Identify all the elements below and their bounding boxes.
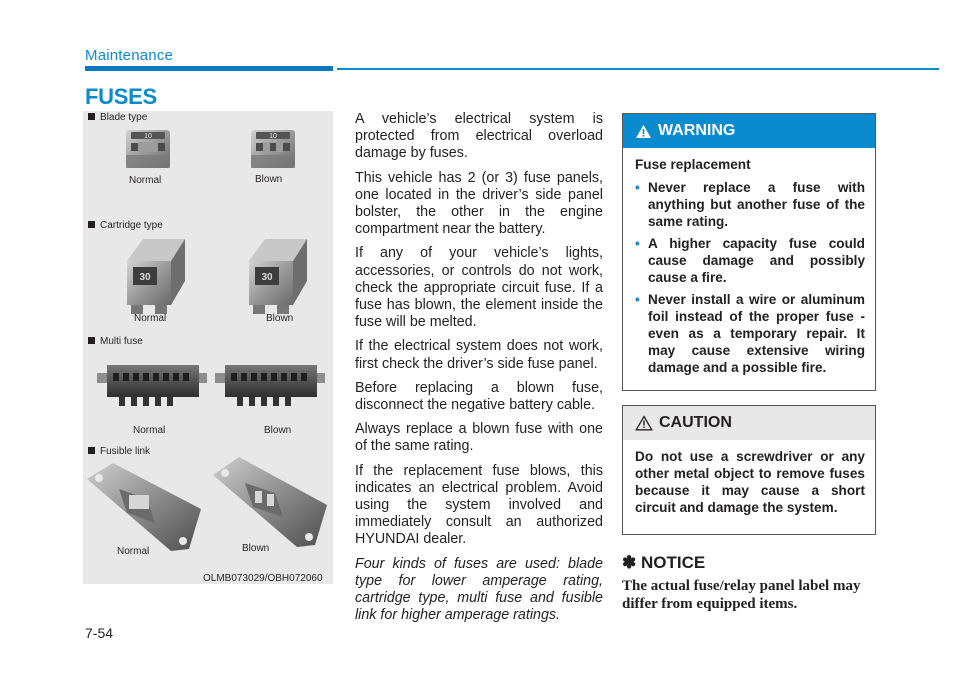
blade-fuse-normal-icon (126, 130, 170, 168)
blade-type-heading (88, 112, 147, 123)
warning-item-text: Never replace a fuse with anything but another fuse of the same rating. (648, 180, 865, 229)
svg-text:30: 30 (139, 272, 151, 283)
caution-title: CAUTION (659, 414, 732, 431)
page-title: FUSES (85, 84, 157, 109)
fusible-link-normal-icon (87, 463, 201, 551)
cartridge-type-heading (88, 220, 163, 231)
warning-list (635, 179, 865, 376)
warning-subtitle: Fuse replacement (635, 157, 751, 172)
body-paragraph: If the electrical system does not work, first check the driver’s side fuse panel. (355, 338, 603, 372)
square-bullet-icon (88, 337, 95, 344)
warning-item (635, 179, 865, 230)
body-paragraph: If any of your vehicle’s lights, accessories, or controls do not work, check the appropriate circuit fuse. If a fuse has blown, the element inside the fuse will be melted. (355, 245, 603, 331)
warning-triangle-icon (635, 124, 652, 139)
bullet-dot-icon: • (635, 236, 640, 251)
caution-text: Do not use a screwdriver or any other metal object to remove fuses because it may cause a short circuit and damage the system. (635, 449, 865, 515)
fusible-blown-caption: Blown (242, 543, 270, 554)
bullet-dot-icon: • (635, 180, 640, 195)
warning-title: WARNING (658, 122, 736, 139)
cartridge-blown-caption: Blown (266, 313, 294, 324)
warning-item-text: Never install a wire or aluminum foil instead of the proper fuse - even as a temporary repair. It may cause extensive wiring damage and a possible fire. (648, 292, 865, 375)
multi-fuse-normal-icon (97, 365, 207, 406)
multi-fuse-blown-icon (215, 365, 325, 406)
multi-blown-caption: Blown (264, 425, 292, 436)
body-paragraph: A vehicle’s electrical system is protected from electrical overload damage by fuses. (355, 111, 603, 162)
warning-body (623, 148, 875, 376)
warning-item (635, 235, 865, 286)
fuse-illustrations (83, 111, 333, 584)
figure-reference-code: OLMB073029/OBH072060 (203, 573, 323, 584)
cartridge-fuse-blown-icon (249, 239, 307, 314)
warning-box (622, 113, 876, 391)
cartridge-normal-caption: Normal (134, 313, 167, 324)
caution-header (623, 406, 875, 440)
multi-normal-caption: Normal (133, 425, 166, 436)
svg-text:10: 10 (269, 133, 277, 140)
body-paragraph: Before replacing a blown fuse, disconnect the negative battery cable. (355, 379, 603, 414)
page-number: 7-54 (85, 625, 114, 641)
caution-triangle-icon (635, 415, 653, 431)
body-paragraph: If the replacement fuse blows, this indicates an electrical problem. Avoid using the system involved and immediately consult an authorized HYUNDAI dealer. (355, 462, 603, 548)
notice-title: ✽ NOTICE (622, 553, 706, 572)
section-label: Maintenance (85, 47, 174, 64)
svg-text:10: 10 (144, 133, 152, 140)
bullet-dot-icon: • (635, 292, 640, 307)
header-rule-light (337, 68, 939, 70)
multi-fuse-heading (88, 336, 143, 347)
svg-text:30: 30 (261, 272, 273, 283)
italic-note: Four kinds of fuses are used: blade type for lower amperage rating, cartridge type, multi fuse and fusible link for higher amperage ratings. (355, 555, 603, 624)
heading-text: Multi fuse (100, 336, 143, 347)
notice-text: The actual fuse/relay panel label may differ from equipped items. (622, 578, 861, 612)
fuse-figure-panel (83, 111, 333, 584)
warning-item (635, 291, 865, 376)
square-bullet-icon (88, 221, 95, 228)
blade-normal-caption: Normal (129, 175, 162, 186)
header-rule-dark (85, 66, 333, 71)
blade-blown-caption: Blown (255, 174, 283, 185)
warning-header (623, 114, 875, 148)
warning-item-text: A higher capacity fuse could cause damage and possibly cause a fire. (648, 236, 865, 285)
fusible-link-blown-icon (213, 457, 327, 547)
fusible-normal-caption: Normal (117, 546, 150, 557)
square-bullet-icon (88, 447, 95, 454)
fusible-link-heading (88, 446, 150, 457)
square-bullet-icon (88, 113, 95, 120)
heading-text: Cartridge type (100, 220, 163, 231)
cartridge-fuse-normal-icon (127, 239, 185, 314)
caution-box (622, 405, 876, 535)
heading-text: Blade type (100, 112, 148, 123)
body-text-column (355, 111, 603, 631)
heading-text: Fusible link (100, 446, 151, 457)
body-paragraph: This vehicle has 2 (or 3) fuse panels, one located in the driver’s side panel bolster, the other in the engine compartment near the battery. (355, 169, 603, 238)
blade-fuse-blown-icon (251, 130, 295, 168)
body-paragraph: Always replace a blown fuse with one of the same rating. (355, 421, 603, 455)
